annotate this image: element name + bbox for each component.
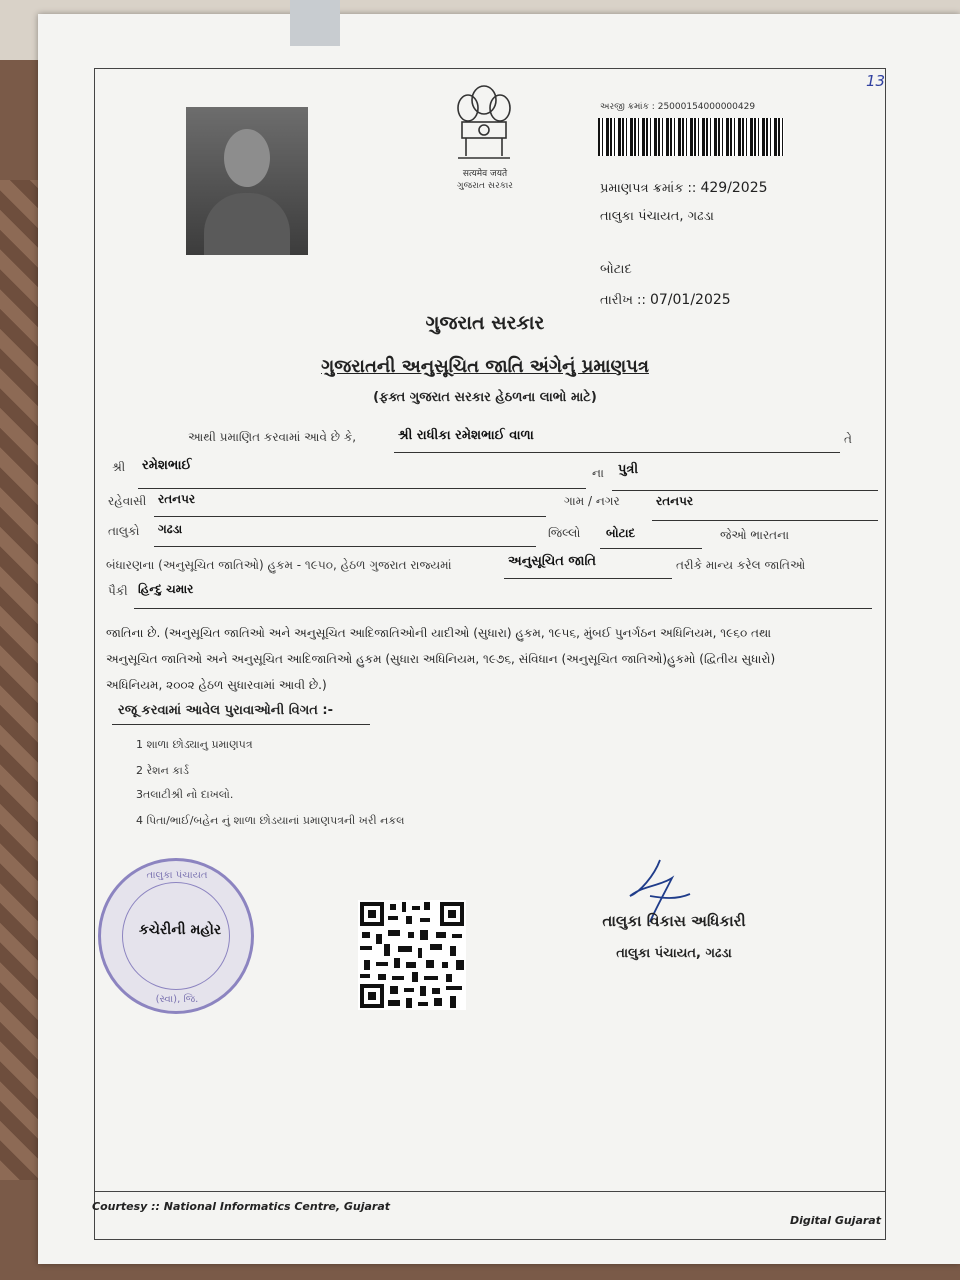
evidence-item-2: 2 રેશન કાર્ડ	[136, 764, 189, 777]
certificate-subtitle: (ફક્ત ગુજરાત સરકાર હેઠળના લાભો માટે)	[373, 390, 597, 405]
district-value: બોટાદ	[606, 526, 636, 540]
courtesy-note: Courtesy :: National Informatics Centre, Gujarat	[92, 1200, 391, 1213]
na-label: ના	[592, 466, 604, 480]
seal-ring-text: તાલુકા પંચાયત	[146, 870, 208, 881]
caste-value: હિન્દુ ચમાર	[138, 582, 194, 596]
issue-date-label: તારીખ ::	[600, 293, 646, 308]
emblem-government: ગુજરાત સરકાર	[457, 181, 513, 191]
paragraph-line-3: અધિનિયમ, ૨૦૦૨ હેઠળ સુધારવામાં આવી છે.)	[106, 678, 327, 692]
district-underline	[600, 548, 702, 549]
shri-label: શ્રી	[112, 460, 126, 474]
issuing-district: બોટાદ	[600, 262, 632, 277]
category-underline	[504, 578, 672, 579]
emblem-caption	[430, 168, 540, 192]
page-number: 13	[866, 72, 886, 90]
evidence-underline	[112, 724, 370, 725]
among-label: પૈકી	[108, 584, 128, 598]
applicant-name: શ્રી રાધીકા રમેશભાઈ વાળા	[398, 428, 534, 443]
relation-underline	[612, 490, 878, 491]
application-number-label: અરજી ક્રમાંક :	[600, 102, 658, 112]
father-name: રમેશભાઈ	[142, 458, 192, 473]
resident-value: રતનપર	[158, 492, 196, 506]
district-label: જિલ્લો	[548, 526, 581, 540]
taluka-value: ગઢડા	[158, 522, 183, 536]
category-value: અનુસૂચિત જાતિ	[508, 554, 597, 569]
father-underline	[138, 488, 586, 489]
village-value: રતનપર	[656, 494, 694, 508]
legal-paragraph	[106, 620, 876, 698]
barcode	[598, 118, 784, 156]
caste-underline	[134, 608, 872, 609]
photo-body	[204, 193, 290, 255]
photo-face	[224, 129, 270, 187]
taluka-label: તાલુકો	[108, 524, 140, 538]
certificate-number	[600, 180, 768, 196]
issue-date-value: 07/01/2025	[649, 292, 731, 308]
paragraph-line-1: જાતિના છે. (અનુસૂચિત જાતિઓ અને અનુસૂચિત આદિજાતિઓની યાદીઓ (સુધારા) હુકમ, ૧૯૫૬, મુંબઈ પુનર્ગઠન અધિનિયમ, ૧૯૬૦ તથા	[106, 626, 772, 640]
te-label: તે	[844, 432, 852, 446]
village-label: ગામ / નગર	[564, 494, 620, 508]
tape-strip	[290, 0, 340, 46]
village-underline	[652, 520, 878, 521]
paragraph-line-2: અનુસૂચિત જાતિઓ અને અનુસૂચિત આદિજાતિઓ હુકમ (સુધારા અધિનિયમ, ૧૯૭૬, સંવિધાન (અનુસૂચિત જાતિઓ)હુકમો (દ્વિતીય સુધારો)	[106, 652, 776, 666]
issuing-office: તાલુકા પંચાયત, ગઢડા	[600, 209, 714, 224]
footer-divider	[95, 1191, 885, 1192]
certificate-title: ગુજરાતની અનુસૂચિત જાતિ અંગેનું પ્રમાણપત્ર	[321, 356, 649, 377]
seal-bottom-text: (સ્વા), જિ.	[155, 994, 199, 1005]
evidence-heading: રજૂ કરવામાં આવેલ પુરાવાઓની વિગત :-	[118, 703, 333, 718]
certificate-number-label: પ્રમાણપત્ર ક્રમાંક ::	[600, 181, 697, 196]
application-number-value: 25000154000000429	[657, 102, 756, 112]
issue-date	[600, 292, 731, 308]
evidence-item-4: 4 પિતા/ભાઈ/બહેન નું શાળા છોડયાનાં પ્રમાણપત્રની ખરી નકલ	[136, 814, 405, 827]
application-number	[600, 102, 755, 112]
resident-underline	[154, 516, 546, 517]
emblem-motto: सत्यमेव जयते	[462, 169, 508, 179]
certify-label: આથી પ્રમાણિત કરવામાં આવે છે કે,	[188, 430, 357, 444]
government-title: ગુજરાત સરકાર	[425, 312, 545, 334]
evidence-item-1: 1 શાળા છોડ્યાનુ પ્રમાણપત્ર	[136, 738, 253, 751]
recognized-label: તરીકે માન્ય કરેલ જાતિઓ	[676, 558, 806, 572]
digital-gujarat-brand: Digital Gujarat	[790, 1214, 881, 1227]
evidence-item-3: 3તલાટીશ્રી નો દાખલો.	[136, 788, 234, 801]
india-label: જેઓ ભારતના	[720, 528, 790, 542]
applicant-photo	[186, 107, 308, 255]
taluka-underline	[154, 546, 536, 547]
constitution-text: બંધારણના (અનુસૂચિત જાતિઓ) હુકમ - ૧૯૫૦, હેઠળ ગુજરાત રાજ્યમાં	[106, 558, 452, 572]
signatory-title: તાલુકા વિકાસ અધિકારી	[602, 912, 746, 930]
name-underline	[394, 452, 840, 453]
seal-label: કચેરીની મહોર	[138, 922, 222, 938]
resident-label: રહેવાસી	[108, 494, 147, 508]
certificate-number-value: 429/2025	[700, 180, 768, 196]
qr-code	[358, 900, 466, 1010]
signatory-office: તાલુકા પંચાયત, ગઢડા	[616, 946, 732, 961]
state-emblem-icon	[446, 78, 522, 168]
relation-value: પુત્રી	[618, 462, 639, 477]
